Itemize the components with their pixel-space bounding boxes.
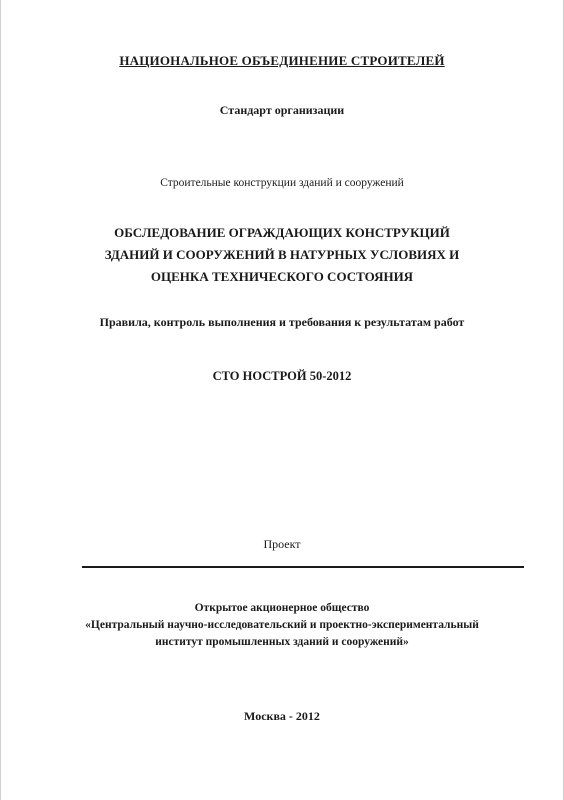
developer-type: Открытое акционерное общество — [194, 602, 370, 614]
document-type: Стандарт организации — [219, 103, 345, 117]
city-year: Москва - 2012 — [244, 709, 320, 723]
standard-code: СТО НОСТРОЙ 50-2012 — [212, 369, 352, 383]
document-subtitle: Правила, контроль выполнения и требования к результатам работ — [99, 315, 465, 329]
subject-area: Строительные конструкции зданий и сооружений — [160, 177, 404, 189]
page-border-left — [0, 0, 1, 800]
document-status: Проект — [263, 537, 301, 551]
developer-name: «Центральный научно-исследовательский и проектно-экспериментальный институт промышленных зданий и сооружений» — [85, 619, 479, 648]
developer-block — [60, 600, 504, 651]
document-title: ОБСЛЕДОВАНИЕ ОГРАЖДАЮЩИХ КОНСТРУКЦИЙ ЗДАНИЙ И СООРУЖЕНИЙ В НАТУРНЫХ УСЛОВИЯХ И ОЦЕНКА ТЕХНИЧЕСКОГО СОСТОЯНИЯ — [104, 225, 460, 284]
organization-name: НАЦИОНАЛЬНОЕ ОБЪЕДИНЕНИЕ СТРОИТЕЛЕЙ — [119, 53, 445, 68]
horizontal-rule — [82, 566, 524, 568]
